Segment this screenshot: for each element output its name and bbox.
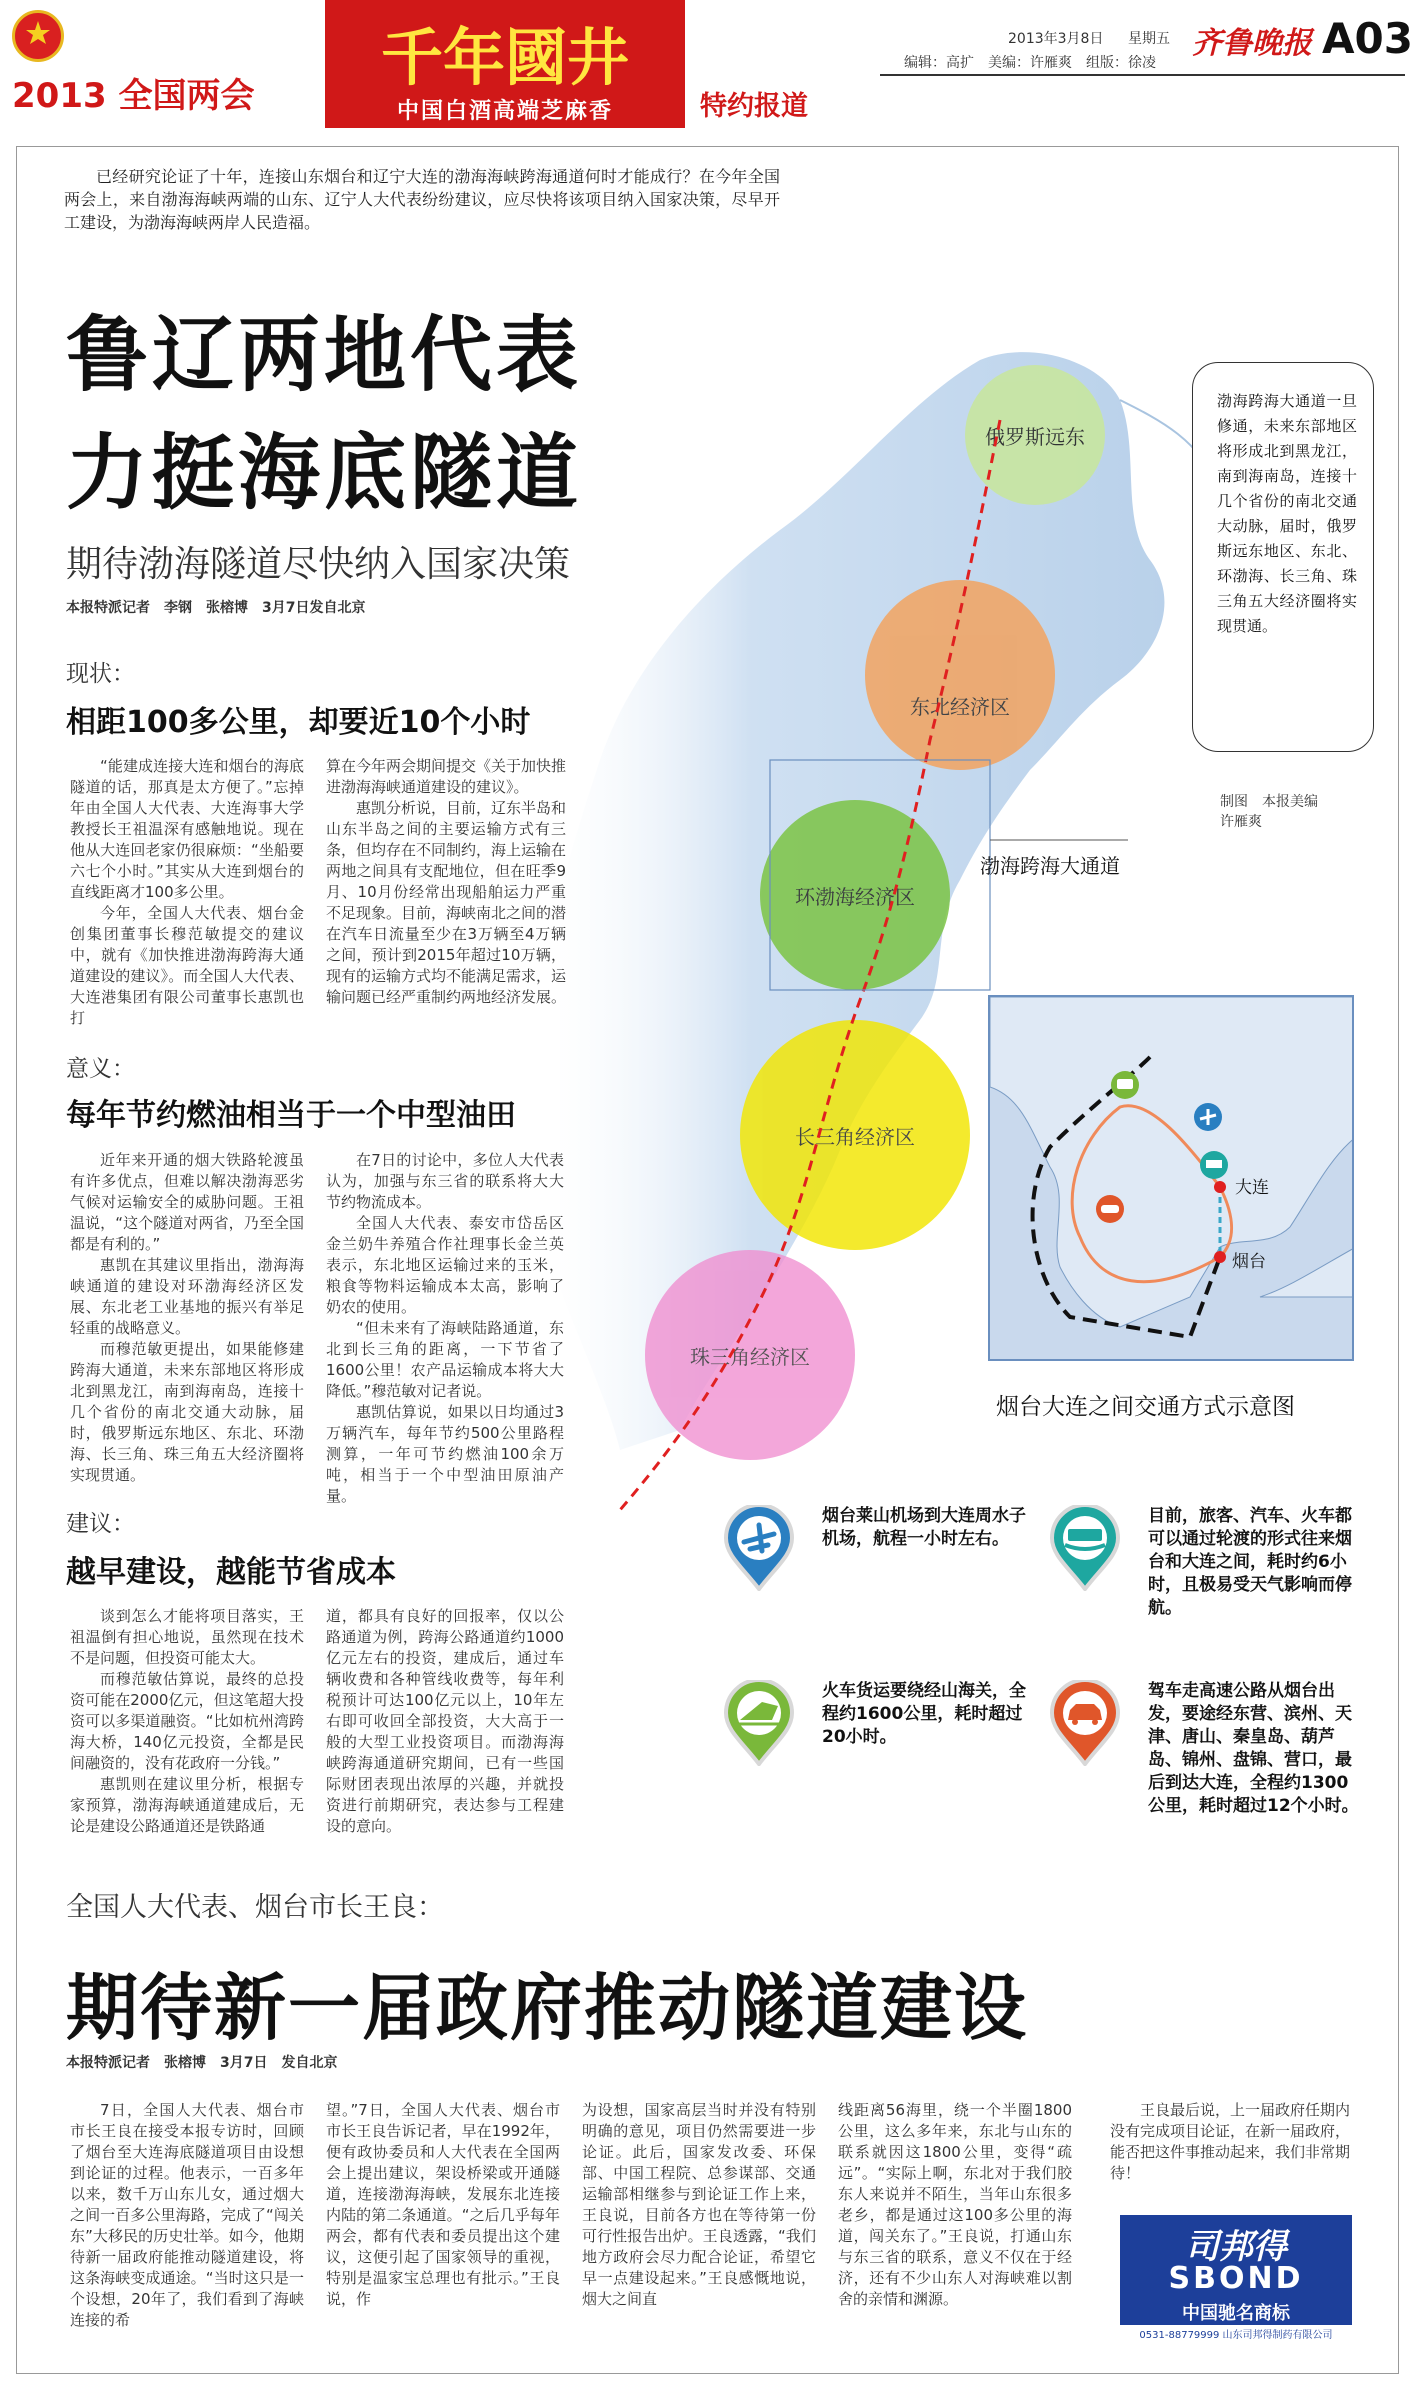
section-status-col2 [326,756,566,1008]
inset-title: 烟台大连之间交通方式示意图 [996,1394,1295,1420]
headline-byline: 本报特派记者 李钢 张榕博 3月7日发自北京 [66,600,366,616]
paragraph: 惠凯在其建议里指出，渤海海峡通道的建设对环渤海经济区发展、东北老工业基地的振兴有举足轻重的战略意义。 [70,1256,304,1337]
transport-text: 目前，旅客、汽车、火车都可以通过轮渡的形式往来烟台和大连之间，耗时约6小时，且极易受天气影响而停航。 [1148,1506,1352,1618]
transport-text: 驾车走高速公路从烟台出发，要途经东营、滨州、天津、唐山、秦皇岛、葫芦岛、锦州、盘锦、营口，最后到达大连，全程约1300公里，耗时超过12个小时。 [1148,1681,1359,1816]
special-report-label: 特约报道 [700,91,808,122]
issue-weekday: 星期五 [1128,31,1170,47]
ad-tagline: 中国驰名商标 [1182,2303,1290,2324]
region-label: 长三角经济区 [795,1124,915,1149]
second-col2: 望。”7日，全国人大代表、烟台市市长王良告诉记者，早在1992年，便有政协委员和人大代表在全国两会上提出建议，架设桥梁或开通隧道，连接渤海海峡，发展东北连接内陆的第二条通道。“之后几乎每年两会，都有代表和委员提出这个建议，这便引起了国家领导的重视，特别是温家宝总理也有批示。”王良说，作 [326,2101,560,2308]
section-suggestion-label: 建议： [66,1511,135,1537]
transport-train [722,1680,1032,1800]
sponsor-slogan: 中国白酒高端芝麻香 [396,99,613,124]
region-label: 环渤海经济区 [795,884,915,909]
second-col4: 线距离56海里，绕一个半圈1800公里，这么多年来，东北与山东的联系就因这1800公里，变得“疏远”。“实际上啊，东北对于我们胶东人来说并不陌生，当年山东很多老乡，都是通过这100多公里的海道，闯关东了。”王良说，打通山东与东三省的联系，意义不仅在于经济，还有不少山东人对海峡难以割舍的亲情和渊源。 [838,2101,1072,2308]
inset-map [988,995,1354,1361]
header [0,0,1417,128]
paragraph: “但未来有了海峡陆路通道，东北到长三角的距离，一下节省了1600公里！农产品运输成本将大大降低。”穆范敏对记者说。 [326,1319,564,1400]
airplane-icon [722,1505,796,1591]
section-suggestion-col1 [70,1606,304,1837]
region-label: 珠三角经济区 [690,1344,810,1369]
transport-airplane [722,1505,1032,1625]
corridor-label: 渤海跨海大通道 [980,854,1120,878]
inset-pin-car [1096,1195,1124,1223]
transport-car [1048,1680,1358,1830]
paragraph: 惠凯估算说，如果以日均通过3万辆汽车，每年节约500公里路程测算，一年可节约燃油100余万吨，相当于一个中型油田原油产量。 [326,1403,564,1505]
section-suggestion-col2 [326,1606,564,1837]
callout-text: 渤海跨海大通道一旦修通，未来东部地区将形成北到黑龙江，南到海南岛，连接十几个省份的南北交通大动脉，届时，俄罗斯远东地区、东北、环渤海、长三角、珠三角五大经济圈将实现贯通。 [1217,392,1357,635]
transport-text: 火车货运要绕经山海关，全程约1600公里，耗时超过20小时。 [822,1681,1026,1747]
sponsor-banner [325,0,685,128]
paragraph: 而穆范敏估算说，最终的总投资可能在2000亿元，但这笔超大投资可以多渠道融资。“比如杭州湾跨海大桥，140亿元投资，全都是民间融资的，没有花政府一分钱。” [70,1670,304,1772]
event-title: 2013 全国两会 [12,76,255,116]
region-label: 俄罗斯远东 [985,424,1085,449]
section-status-title: 相距100多公里，却要近10个小时 [66,705,531,740]
section-status-col1 [70,756,304,1029]
inset-pin-train [1111,1071,1139,1099]
paragraph: 近年来开通的烟大铁路轮渡虽有许多优点，但难以解决渤海恶劣气候对运输安全的威胁问题。王祖温说，“这个隧道对两省，乃至全国都是有利的。” [70,1151,304,1253]
paragraph: “能建成连接大连和烟台的海底隧道的话，那真是太方便了。”忘掉年由全国人大代表、大连海事大学教授长王祖温深有感触地说。现在他从大连回老家仍很麻烦：“坐船要六七个小时。”其实从大连到烟台的直线距离才100多公里。 [70,757,304,901]
region-label: 东北经济区 [910,694,1010,719]
ferry-icon [1048,1505,1122,1591]
ad-footer: 0531-88779999 山东司邦得制药有限公司 [1120,2325,1352,2347]
headline-line2: 力挺海底隧道 [66,426,583,521]
section-meaning-col1 [70,1150,304,1486]
section-meaning-label: 意义： [66,1056,135,1082]
car-icon [1048,1680,1122,1766]
page-number: A03 [1322,14,1413,63]
header-rule [880,74,1405,76]
paragraph: 道，都具有良好的回报率，仅以公路通道为例，跨海公路通道约1000亿元左右的投资，建成后，通过车辆收费和各种管线收费等，每年利税预计可达100亿元以上，10年左右即可收回全部投资，大大高于一般的大型工业投资项目。而渤海海峡跨海通道研究期间，已有一些国际财团表现出浓厚的兴趣，并就投资进行前期研究，表达参与工程建设的意向。 [326,1607,564,1835]
inset-pin-ferry [1200,1151,1228,1179]
inset-city-yantai: 烟台 [1232,1252,1266,1272]
lead-paragraph: 已经研究论证了十年，连接山东烟台和辽宁大连的渤海海峡跨海通道何时才能成行？在今年全国两会上，来自渤海海峡两端的山东、辽宁人大代表纷纷建议，应尽快将该项目纳入国家决策，尽早开工建设，为渤海海峡两岸人民造福。 [64,167,780,232]
inset-city-dalian: 大连 [1235,1178,1269,1198]
paragraph: 今年，全国人大代表、烟台金创集团董事长穆范敏提交的建议中，就有《加快推进渤海跨海大通道建设的建议》。而全国人大代表、大连港集团有限公司董事长惠凯也打 [70,904,304,1027]
second-col3: 为设想，国家高层当时并没有特别明确的意见，项目仍然需要进一步论证。此后，国家发改委、环保部、中国工程院、总参谋部、交通运输部相继参与到论证工作上来，王良说，目前各方也在等待第一份可行性报告出炉。王良透露，“我们地方政府会尽力配合论证，希望它早一点建设起来。”王良感慨地说，烟大之间直 [582,2101,816,2308]
section-meaning-title: 每年节约燃油相当于一个中型油田 [66,1098,516,1133]
headline-subtitle: 期待渤海隧道尽快纳入国家决策 [66,544,571,585]
map-credit: 制图 本报美编 许雁爽 [1220,794,1332,830]
paragraph: 谈到怎么才能将项目落实，王祖温倒有担心地说，虽然现在技术不是问题，但投资可能太大。 [70,1607,304,1667]
paragraph: 算在今年两会期间提交《关于加快推进渤海海峡通道建设的建议》。 [326,757,567,796]
second-kicker: 全国人大代表、烟台市长王良： [66,1892,444,1923]
second-byline: 本报特派记者 张榕博 3月7日 发自北京 [66,2055,338,2071]
second-col5: 王良最后说，上一届政府任期内没有完成项目论证，在新一届政府，能否把这件事推动起来，我们非常期待！ [1110,2101,1351,2182]
train-icon [722,1680,796,1766]
issue-date: 2013年3月8日 [1008,31,1104,47]
national-emblem-icon [12,10,64,62]
editor-credits: 编辑：高扩 美编：许雁爽 组版：徐凌 [904,55,1156,71]
transport-ferry [1048,1505,1358,1625]
paragraph: 全国人大代表、泰安市岱岳区金兰奶牛养殖合作社理事长金兰英表示，东北地区运输过来的玉米，粮食等物料运输成本太高，影响了奶农的使用。 [326,1214,564,1316]
brand-ad [1120,2215,1352,2347]
paragraph: 在7日的讨论中，多位人大代表认为，加强与东三省的联系将大大节约物流成本。 [326,1151,564,1211]
section-status-label: 现状： [66,661,135,687]
ad-brand-en: SBOND [1168,2261,1304,2296]
section-suggestion-title: 越早建设，越能节省成本 [66,1555,396,1590]
transport-text: 烟台莱山机场到大连周水子机场，航程一小时左右。 [822,1506,1026,1549]
newspaper-name: 齐鲁晚报 [1192,26,1312,61]
paragraph: 而穆范敏更提出，如果能修建跨海大通道，未来东部地区将形成北到黑龙江，南到海南岛，连接十几个省份的南北交通大动脉，届时，俄罗斯远东地区、东北、环渤海、长三角、珠三角五大经济圈将实现贯通。 [70,1340,304,1484]
map-callout [1192,362,1374,752]
sponsor-brand: 千年國井 [380,21,629,94]
headline-line1: 鲁辽两地代表 [66,308,583,403]
section-meaning-col2 [326,1150,564,1507]
paragraph: 惠凯分析说，目前，辽东半岛和山东半岛之间的主要运输方式有三条，但均存在不同制约，海上运输在两地之间具有支配地位，但在旺季9月、10月份经常出现船舶运力严重不足现象。目前，海峡南北之间的潜在汽车日流量至少在3万辆至4万辆之间，预计到2015年超过10万辆，现有的运输方式均不能满足需求，运输问题已经严重制约两地经济发展。 [326,799,567,1006]
second-col1: 7日，全国人大代表、烟台市市长王良在接受本报专访时，回顾了烟台至大连海底隧道项目由设想到论证的过程。他表示，一百多年以来，数千万山东儿女，通过烟大之间一百多公里海路，完成了“闯关东”大移民的历史壮举。如今，他期待新一届政府能推动隧道建设，将这条海峡变成通途。“当时这只是一个设想，20年了，我们看到了海峡连接的希 [70,2101,304,2329]
ad-brand-cn: 司邦得 [1185,2227,1287,2267]
second-headline: 期待新一届政府推动隧道建设 [66,1966,1029,2050]
paragraph: 惠凯则在建议里分析，根据专家预算，渤海海峡通道建成后，无论是建设公路通道还是铁路通 [70,1775,304,1835]
inset-pin-plane [1194,1103,1222,1131]
